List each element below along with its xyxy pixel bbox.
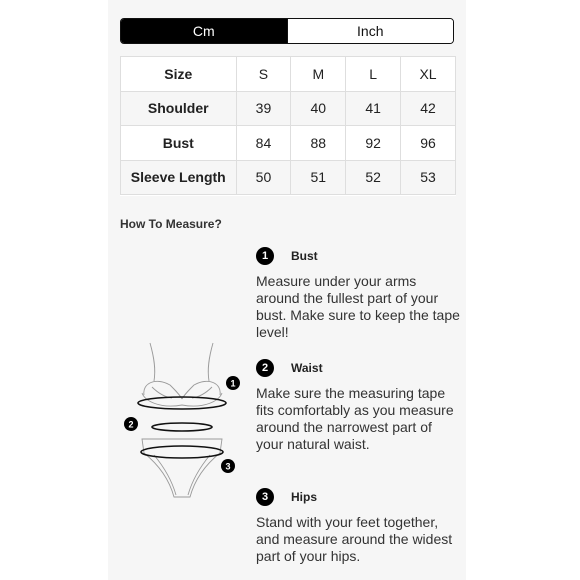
size-column-header: S [236,57,291,92]
table-cell: 51 [291,160,346,195]
table-cell: 40 [291,91,346,126]
table-cell: 42 [401,91,456,126]
step-description: Stand with your feet together, and measure around the widest part of your hips. [256,514,453,564]
right-strap [208,343,213,381]
waist-tape [152,423,212,431]
marker-2 [124,417,138,431]
size-table-scroll[interactable] [120,56,456,196]
step-title: Bust [291,249,318,263]
unit-toggle [120,18,454,44]
size-column-header: XL [401,57,456,92]
table-cell: 41 [346,91,401,126]
marker-3 [221,459,235,473]
table-cell: 96 [401,126,456,161]
row-label: Shoulder [121,91,237,126]
table-cell: 50 [236,160,291,195]
step-number-badge: 2 [256,359,274,377]
step-number-badge: 1 [256,247,274,265]
table-row [121,126,456,161]
table-cell: 53 [401,160,456,195]
measure-step-bust [256,247,461,341]
unit-option-inch[interactable]: Inch [287,19,454,43]
measure-step-waist [256,359,461,453]
svg-text:2: 2 [128,419,134,430]
row-label: Sleeve Length [121,160,237,195]
table-row [121,91,456,126]
step-description: Make sure the measuring tape fits comfortably as you measure around the narrowest part of your natural waist. [256,385,454,452]
hips-tape [141,446,223,458]
step-description: Measure under your arms around the fullest part of your bust. Make sure to keep the tape level! [256,273,460,340]
size-column-header: L [346,57,401,92]
table-header-size: Size [121,57,237,92]
table-cell: 84 [236,126,291,161]
bikini-measure-illustration [120,335,245,510]
table-header-row [121,57,456,92]
left-strap [150,343,155,381]
step-number-badge: 3 [256,488,274,506]
unit-option-cm[interactable]: Cm [121,19,287,43]
measure-step-hips [256,488,461,565]
step-title: Waist [291,361,323,375]
size-column-header: M [291,57,346,92]
table-cell: 88 [291,126,346,161]
svg-text:3: 3 [225,461,231,472]
table-row [121,160,456,195]
marker-1 [226,376,240,390]
svg-text:1: 1 [230,378,236,389]
step-title: Hips [291,490,318,504]
table-cell: 92 [346,126,401,161]
table-cell: 52 [346,160,401,195]
how-to-measure-title: How To Measure? [120,217,222,231]
row-label: Bust [121,126,237,161]
size-table [120,56,456,195]
table-cell: 39 [236,91,291,126]
